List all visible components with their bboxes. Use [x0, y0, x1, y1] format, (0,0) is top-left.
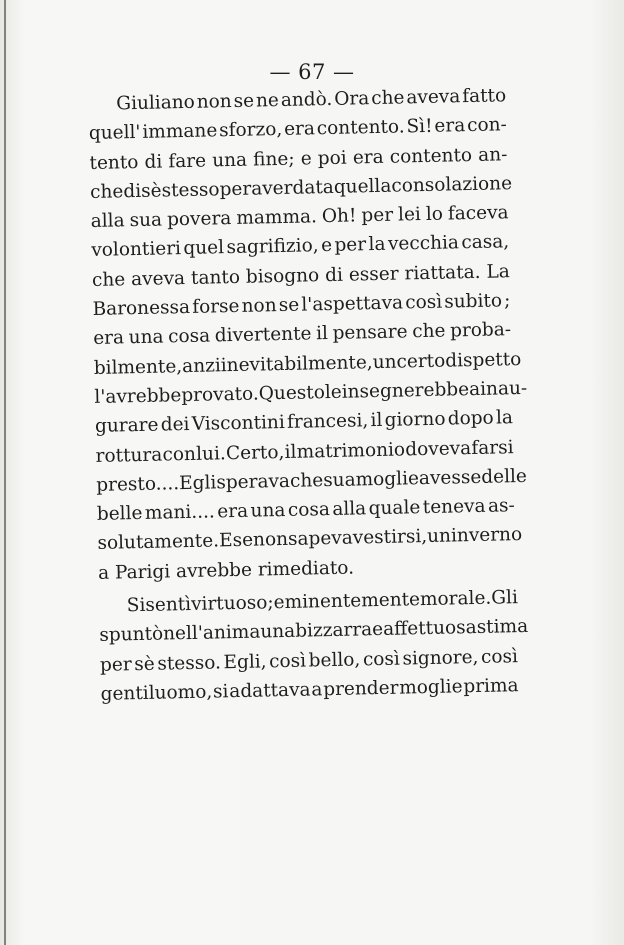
text-line: tento di fare una fine; e poi era contento an-	[89, 143, 508, 174]
text-line: gentiluomo, si adattava a prender moglie prima	[100, 675, 519, 705]
text-line: Giuliano non se ne andò. Ora che aveva fatto	[116, 85, 507, 115]
page-number: — 67 —	[269, 60, 355, 84]
text-line: Si sentì virtuoso; eminentemente morale. Gli	[126, 587, 519, 617]
text-line: quell' immane sforzo, era contento. Sì! era con-	[88, 114, 507, 145]
text-line: volontieri quel sagrifizio, e per la vecchia casa,	[91, 231, 510, 262]
text-line: presto.... Egli sperava che sua moglie avesse delle	[96, 465, 528, 496]
text-line: bilmente, anzi inevitabilmente, un certo dispetto	[93, 348, 522, 379]
text-line: per sè stesso. Egli, così bello, così signore, così	[99, 645, 519, 676]
body-text	[88, 81, 529, 709]
text-line: Baronessa forse non se l'aspettava così subito ;	[92, 290, 511, 321]
text-line: solutamente. E se non sapeva vestirsi, un inverno	[97, 524, 523, 555]
text-line: rottura con lui. Certo, il matrimonio doveva farsi	[95, 436, 514, 467]
page-binding-edge	[4, 0, 6, 945]
text-line: che di sè stesso per aver data quella consolazione	[89, 173, 513, 203]
text-line: alla sua povera mamma. Oh! per lei lo faceva	[90, 202, 509, 233]
text-line: spuntò nell'anima una bizzarra e affettuosa stima	[99, 616, 529, 647]
text-line: belle mani.... era una cosa alla quale teneva as-	[96, 495, 515, 526]
text-line: gurare dei Viscontini francesi, il giorno dopo la	[94, 407, 514, 438]
text-line: a Parigi avrebbe rimediato.	[97, 557, 355, 584]
text-line: era una cosa divertente il pensare che proba-	[92, 319, 512, 350]
text-line: l'avrebbe provato. Questo le insegnerebbe a inau-	[94, 377, 528, 408]
text-line: che aveva tanto bisogno di esser riattata. La	[91, 260, 511, 291]
